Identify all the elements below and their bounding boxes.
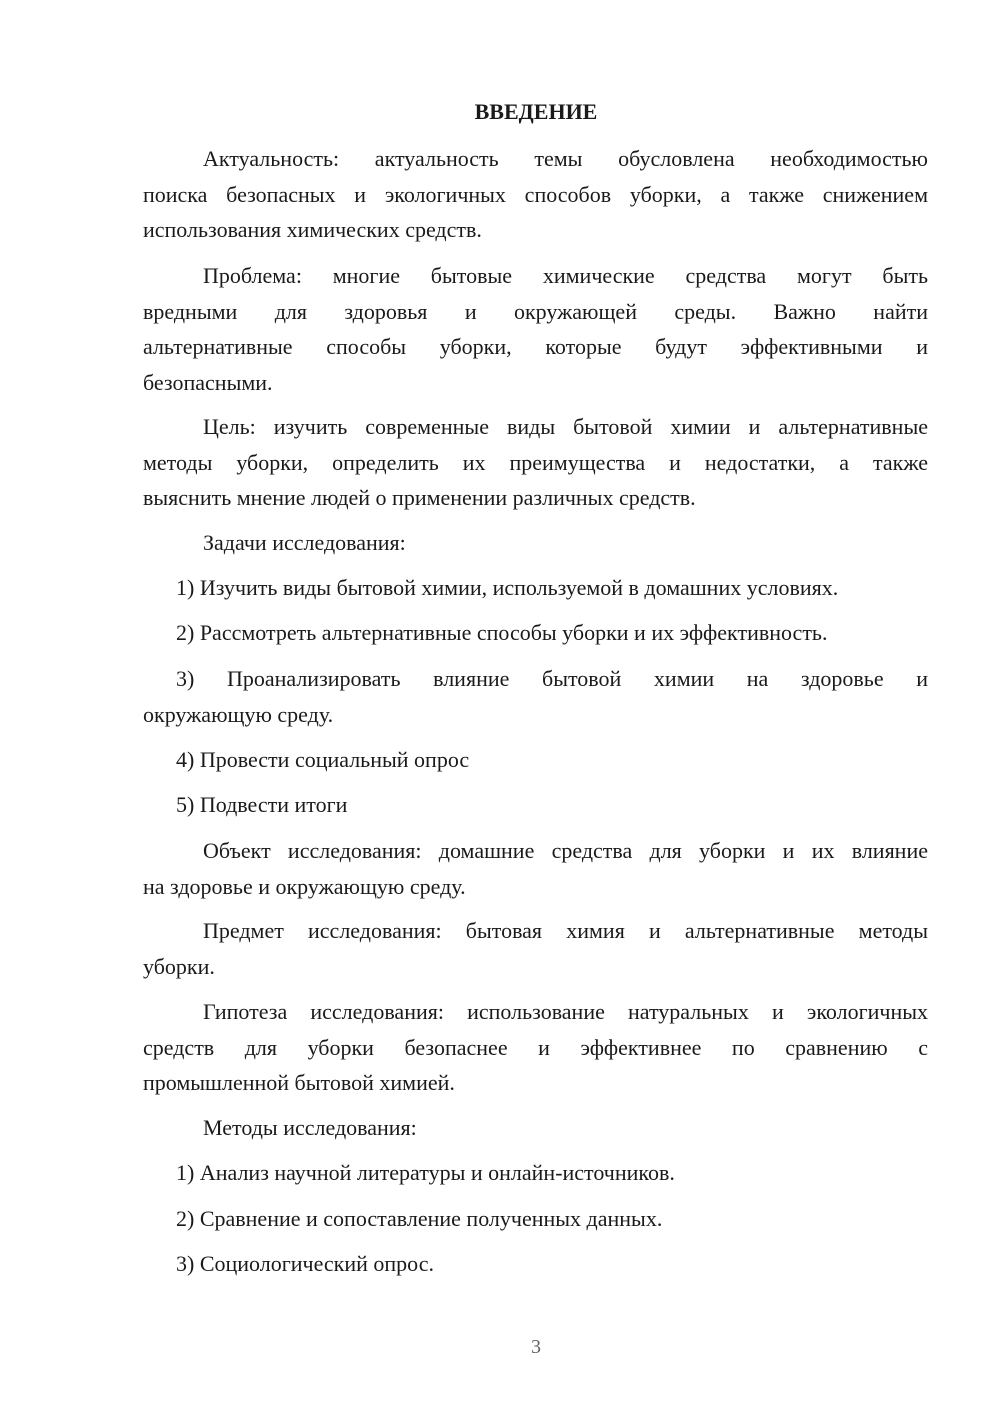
text-line: Актуальность: актуальность темы обусловлена необходимостью xyxy=(203,146,928,171)
text-line: выяснить мнение людей о применении различных средств. xyxy=(143,485,696,510)
problem-paragraph xyxy=(143,258,928,400)
text-line: Предмет исследования: бытовая химия и альтернативные методы xyxy=(203,918,928,943)
text-line: 1) Изучить виды бытовой химии, используемой в домашних условиях. xyxy=(176,575,839,600)
task-item-5 xyxy=(143,787,928,823)
text-line: промышленной бытовой химией. xyxy=(143,1070,455,1095)
page-number: 3 xyxy=(531,1336,541,1358)
text-line: методы уборки, определить их преимущества и недостатки, а также xyxy=(143,449,928,475)
text-line: 2) Сравнение и сопоставление полученных данных. xyxy=(176,1206,663,1231)
text-line: 5) Подвести итоги xyxy=(176,792,348,817)
hypothesis-paragraph xyxy=(143,994,928,1101)
text-line: на здоровье и окружающую среду. xyxy=(143,873,466,899)
page-heading: ВВЕДЕНИЕ xyxy=(474,99,598,124)
text-line: Методы исследования: xyxy=(203,1115,417,1140)
text-line: уборки. xyxy=(143,953,215,979)
subject-paragraph xyxy=(143,913,928,984)
text-line: 3) Проанализировать влияние бытовой химии на здоровье и xyxy=(176,666,928,691)
method-item-1 xyxy=(143,1155,928,1191)
text-line: Цель: изучить современные виды бытовой химии и альтернативные xyxy=(203,414,928,439)
text-line: вредными для здоровья и окружающей среды. Важно найти xyxy=(143,298,928,324)
task-item-4 xyxy=(143,742,928,778)
method-item-2 xyxy=(143,1201,928,1237)
text-line: 2) Рассмотреть альтернативные способы уборки и их эффективность. xyxy=(176,620,828,645)
text-line: Гипотеза исследования: использование натуральных и экологичных xyxy=(203,999,928,1024)
text-line: 3) Социологический опрос. xyxy=(176,1251,434,1276)
text-line: 4) Провести социальный опрос xyxy=(176,747,470,772)
text-line: альтернативные способы уборки, которые будут эффективными и xyxy=(143,334,928,359)
text-line: 1) Анализ научной литературы и онлайн-источников. xyxy=(176,1160,675,1185)
task-item-1 xyxy=(143,570,928,606)
text-line: средств для уборки безопаснее и эффективнее по сравнению с xyxy=(143,1034,928,1060)
methods-title xyxy=(143,1110,928,1146)
task-item-3 xyxy=(143,661,928,732)
text-line: окружающую среду. xyxy=(143,701,334,727)
tasks-title xyxy=(143,525,928,561)
text-line: использования химических средств. xyxy=(143,217,482,242)
actuality-paragraph xyxy=(143,141,928,248)
text-line: Задачи исследования: xyxy=(203,530,406,555)
goal-paragraph xyxy=(143,409,928,516)
text-line: безопасными. xyxy=(143,369,273,395)
object-paragraph xyxy=(143,833,928,904)
method-item-3 xyxy=(143,1246,928,1282)
text-line: поиска безопасных и экологичных способов уборки, а также снижением xyxy=(143,181,928,207)
task-item-2 xyxy=(143,615,928,651)
text-line: Проблема: многие бытовые химические средства могут быть xyxy=(203,263,928,288)
text-line: Объект исследования: домашние средства для уборки и их влияние xyxy=(203,838,928,863)
